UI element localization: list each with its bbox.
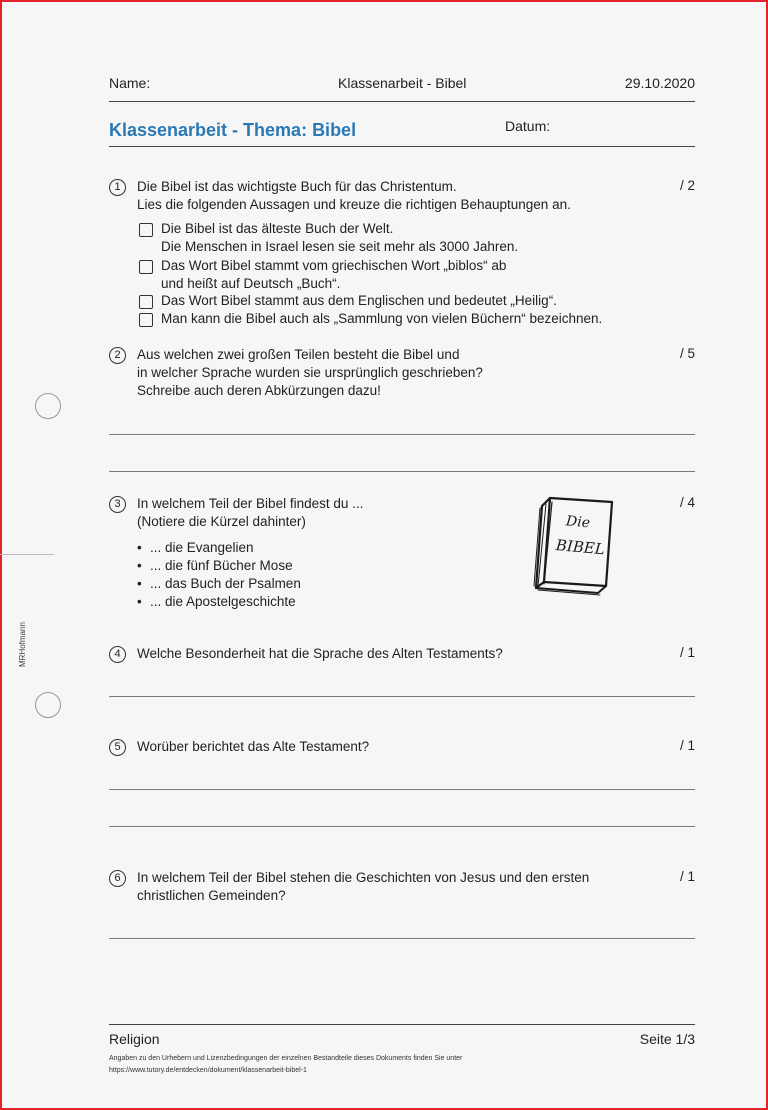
question-1-line-2: Lies die folgenden Aussagen und kreuze die richtigen Behauptungen an. — [137, 197, 571, 212]
datum-label: Datum: — [505, 118, 551, 134]
bible-book-icon — [528, 494, 620, 598]
footer-note-line-1: Angaben zu den Urhebern und Lizenzbedingungen der einzelnen Bestandteile dieses Dokuments finden Sie unter — [109, 1055, 463, 1062]
footer-page: Seite 1/3 — [639, 1031, 695, 1047]
document-title: Klassenarbeit - Bibel — [338, 75, 467, 91]
footer-note-link[interactable]: https://www.tutory.de/entdecken/dokument/klassenarbeit-bibel-1 — [109, 1067, 307, 1074]
bullet-item-4: ... die Apostelgeschichte — [150, 594, 296, 609]
punch-hole-bottom — [35, 692, 61, 718]
question-5-line-1: Worüber berichtet das Alte Testament? — [137, 739, 370, 754]
question-number-6: 6 — [109, 870, 126, 887]
checkbox-option-2[interactable] — [139, 260, 153, 274]
checkbox-option-1[interactable] — [139, 223, 153, 237]
bullet-dot: • — [137, 558, 142, 573]
page-title: Klassenarbeit - Thema: Bibel — [109, 120, 357, 140]
option-1-line-2: Die Menschen in Israel lesen sie seit mehr als 3000 Jahren. — [161, 239, 519, 254]
bullet-item-1: ... die Evangelien — [150, 540, 254, 555]
question-4-line-1: Welche Besonderheit hat die Sprache des Alten Testaments? — [137, 646, 503, 661]
answer-line — [109, 471, 695, 472]
punch-hole-top — [35, 393, 61, 419]
document-date: 29.10.2020 — [624, 75, 695, 91]
question-5-points: / 1 — [679, 738, 695, 753]
option-1-line-1: Die Bibel ist das älteste Buch der Welt. — [161, 221, 394, 236]
question-number-1: 1 — [109, 179, 126, 196]
book-text-bibel: BIBEL — [555, 536, 606, 559]
option-4-line-1: Man kann die Bibel auch als „Sammlung von vielen Büchern“ bezeichnen. — [161, 311, 603, 326]
option-2-line-1: Das Wort Bibel stammt vom griechischen Wort „biblos“ ab — [161, 258, 507, 273]
header-rule — [109, 101, 695, 102]
bullet-item-3: ... das Buch der Psalmen — [150, 576, 301, 591]
side-author: MRHofmann — [18, 622, 27, 667]
question-4-points: / 1 — [679, 645, 695, 660]
book-text-die: Die — [565, 513, 591, 532]
question-1-points: / 2 — [679, 178, 695, 193]
footer-subject: Religion — [109, 1031, 160, 1047]
question-6-points: / 1 — [679, 869, 695, 884]
bullet-dot: • — [137, 594, 142, 609]
question-2-line-2: in welcher Sprache wurden sie ursprünglich geschrieben? — [137, 365, 483, 380]
question-number-4: 4 — [109, 646, 126, 663]
checkbox-option-4[interactable] — [139, 313, 153, 327]
answer-line — [109, 434, 695, 435]
question-1-line-1: Die Bibel ist das wichtigste Buch für das Christentum. — [137, 179, 457, 194]
bullet-dot: • — [137, 576, 142, 591]
bullet-dot: • — [137, 540, 142, 555]
answer-line — [109, 696, 695, 697]
question-number-3: 3 — [109, 496, 126, 513]
question-2-points: / 5 — [679, 346, 695, 361]
bullet-item-2: ... die fünf Bücher Mose — [150, 558, 293, 573]
question-number-2: 2 — [109, 347, 126, 364]
question-3-line-1: In welchem Teil der Bibel findest du ... — [137, 496, 364, 511]
question-6-line-1: In welchem Teil der Bibel stehen die Geschichten von Jesus und den ersten — [137, 870, 590, 885]
question-3-line-2: (Notiere die Kürzel dahinter) — [137, 514, 306, 529]
question-6-line-2: christlichen Gemeinden? — [137, 888, 286, 903]
option-2-line-2: und heißt auf Deutsch „Buch“. — [161, 276, 341, 291]
answer-line — [109, 826, 695, 827]
question-2-line-3: Schreibe auch deren Abkürzungen dazu! — [137, 383, 381, 398]
answer-line — [109, 789, 695, 790]
question-number-5: 5 — [109, 739, 126, 756]
name-label: Name: — [109, 75, 151, 91]
checkbox-option-3[interactable] — [139, 295, 153, 309]
question-2-line-1: Aus welchen zwei großen Teilen besteht die Bibel und — [137, 347, 460, 362]
fold-mark — [0, 554, 54, 555]
title-rule — [109, 146, 695, 147]
answer-line — [109, 938, 695, 939]
footer-rule — [109, 1024, 695, 1025]
option-3-line-1: Das Wort Bibel stammt aus dem Englischen und bedeutet „Heilig“. — [161, 293, 557, 308]
question-3-points: / 4 — [679, 495, 695, 510]
